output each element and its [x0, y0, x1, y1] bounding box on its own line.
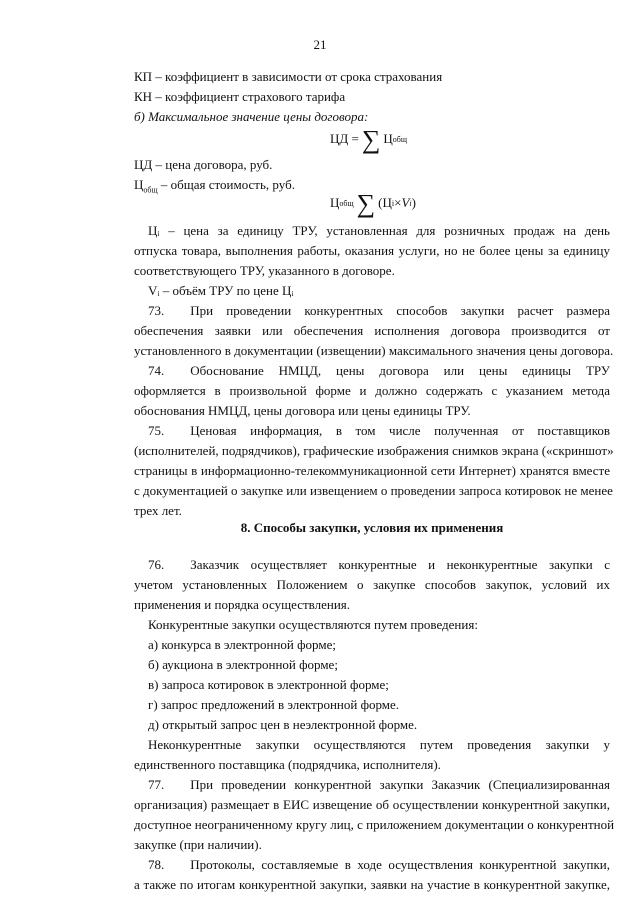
paragraph-line: обеспечения заявки или обеспечения исполнения договора производится от [134, 323, 610, 338]
paragraph-line: 75. Ценовая информация, в том числе полученная от поставщиков [148, 423, 610, 438]
paragraph-line: установленного в документации (извещении) максимального значения цены договора. [134, 343, 614, 358]
formula2-lhs-sub: общ [339, 198, 354, 208]
text-line-vi: Vᵢ – объём ТРУ по цене Цᵢ [148, 283, 294, 298]
paragraph-line: доступное неограниченному кругу лиц, с приложением документации о конкурентной [134, 817, 615, 832]
paragraph-line: Цᵢ – цена за единицу ТРУ, установленная для розничных продаж на день [148, 223, 610, 238]
cobsh-desc: – общая стоимость, руб. [157, 177, 295, 192]
paragraph-line: закупке (при наличии). [134, 837, 262, 852]
list-item: в) запроса котировок в электронной форме; [148, 677, 389, 692]
paragraph-line: единственного поставщика (подрядчика, исполнителя). [134, 757, 441, 772]
paragraph-line: отпуска товара, выполнения работы, оказания услуги, но не более цены за единицу [134, 243, 610, 258]
formula-term: Ц [383, 131, 393, 146]
paragraph-line: 78. Протоколы, составляемые в ходе осуществления конкурентной закупки, [148, 857, 610, 872]
formula-total-cost [330, 190, 416, 216]
paragraph-line: Неконкурентные закупки осуществляются путем проведения закупки у [148, 737, 610, 752]
list-item: д) открытый запрос цен в неэлектронной форме. [148, 717, 418, 732]
paragraph-line: а также по итогам конкурентной закупки, заявки на участие в конкурентной закупке, [134, 877, 610, 892]
paragraph-line: 73. При проведении конкурентных способов закупки расчет размера [148, 303, 610, 318]
formula2-open: (Ц [378, 195, 392, 210]
formula-lhs: ЦД = [330, 131, 359, 146]
list-item: г) запрос предложений в электронной форме. [148, 697, 400, 712]
sum-symbol: ∑ [356, 189, 376, 218]
paragraph-line: страницы в информационно-телекоммуникационной сети Интернет) хранятся вместе [134, 463, 610, 478]
paragraph-line: 74. Обоснование НМЦД, цены договора или цены единицы ТРУ [148, 363, 610, 378]
paragraph-line: (исполнителей, подрядчиков), графические изображения снимков экрана («скриншот» [134, 443, 614, 458]
paragraph-line: обоснования НМЦД, цены договора или цены единицы ТРУ. [134, 403, 471, 418]
text-line-kp: КП – коэффициент в зависимости от срока страхования [134, 69, 443, 84]
text-line-kn: КН – коэффициент страхового тарифа [134, 89, 346, 104]
formula-contract-price [330, 126, 407, 152]
sum-symbol: ∑ [361, 125, 381, 154]
text-line-cobsh [134, 176, 295, 199]
paragraph-line: 76. Заказчик осуществляет конкурентные и неконкурентные закупки с [148, 557, 610, 572]
paragraph-line: организация) размещает в ЕИС извещение об осуществлении конкурентной закупки, [134, 797, 610, 812]
page-number: 21 [313, 37, 327, 52]
formula2-v-sub: i [409, 198, 412, 208]
cobsh-symbol: Ц [134, 177, 144, 192]
paragraph-line: 77. При проведении конкурентной закупки Заказчик (Специализированная [148, 777, 610, 792]
list-item: б) аукциона в электронной форме; [148, 657, 338, 672]
paragraph-line: учетом установленных Положением о закупке способов закупок, условий их [134, 577, 610, 592]
text-line-cd: ЦД – цена договора, руб. [134, 157, 273, 172]
paragraph-line: трех лет. [134, 503, 182, 518]
formula2-lhs: Ц [330, 195, 340, 210]
formula-term-sub: общ [392, 134, 408, 144]
paragraph-line: оформляется в произвольной форме и должно содержать с указанием метода [134, 383, 610, 398]
paragraph-line: применения и порядка осуществления. [134, 597, 351, 612]
list-item: а) конкурса в электронной форме; [148, 637, 336, 652]
paragraph-line: Конкурентные закупки осуществляются путем проведения: [148, 617, 478, 632]
formula2-v: V [401, 195, 410, 210]
paragraph-line: с документацией о закупке или извещением о проведении запроса котировок не менее [134, 483, 613, 498]
formula2-times: × [394, 195, 402, 210]
paragraph-line: соответствующего ТРУ, указанного в договоре. [134, 263, 395, 278]
formula2-close: ) [411, 195, 416, 210]
formula2-ci-sub: i [391, 198, 395, 208]
subheading-b: б) Максимальное значение цены договора: [134, 109, 369, 124]
section-heading: 8. Способы закупки, условия их применения [240, 520, 504, 535]
cobsh-sub: общ [143, 185, 158, 195]
